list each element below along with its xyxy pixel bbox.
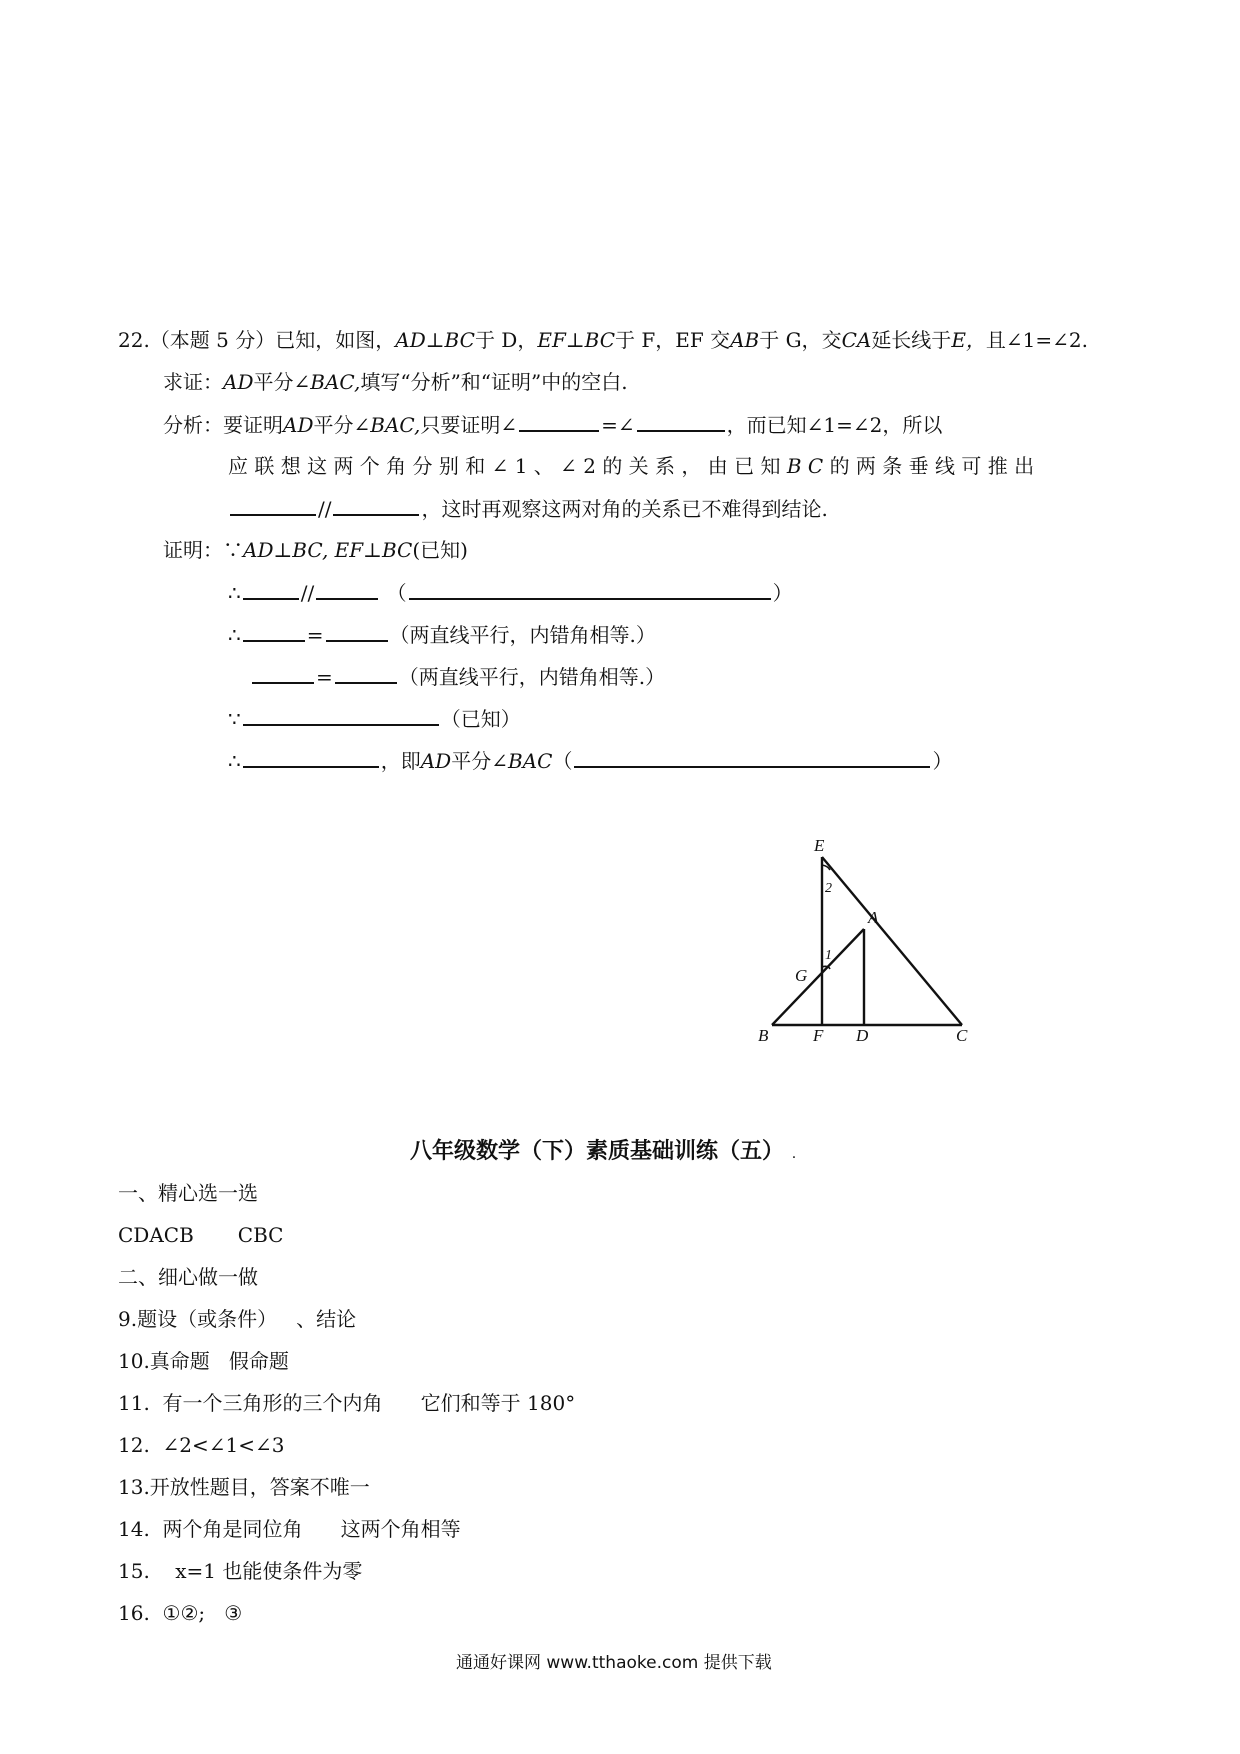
- label-a: A: [868, 908, 879, 927]
- proof-line-3: ∴ = （两直线平行，内错角相等.）: [228, 620, 656, 649]
- proof-line-4: = （两直线平行，内错角相等.）: [250, 662, 665, 691]
- blank-p4-b: [335, 662, 397, 684]
- label-d: D: [856, 1026, 869, 1045]
- blank-angle-a: [519, 410, 599, 432]
- blank-p2-reason: [409, 578, 771, 600]
- label-e: E: [814, 836, 825, 855]
- answer-item: 12. ∠2<∠1<∠3: [118, 1433, 285, 1457]
- answers-title: 八年级数学（下）素质基础训练（五） .: [410, 1138, 797, 1164]
- answer-item: 10.真命题 假命题: [118, 1349, 289, 1373]
- label-g: G: [795, 966, 808, 985]
- proof-line-1: 证明：∵AD⊥BC, EF⊥BC(已知): [163, 538, 468, 562]
- answer-item: 11. 有一个三角形的三个内角 它们和等于 180°: [118, 1391, 576, 1415]
- blank-p5: [243, 704, 439, 726]
- label-angle-1: 1: [825, 948, 832, 963]
- analysis-line-3: // ，这时再观察这两对角的关系已不难得到结论.: [228, 494, 828, 523]
- label-c: C: [956, 1026, 968, 1045]
- answer-item: 9.题设（或条件） 、结论: [118, 1307, 357, 1331]
- proof-line-5: ∵ （已知）: [228, 704, 521, 733]
- answer-item: 14. 两个角是同位角 这两个角相等: [118, 1517, 461, 1541]
- blank-p2-b: [316, 578, 378, 600]
- blank-p2-a: [243, 578, 299, 600]
- proof-line-2: ∴ // （ ）: [228, 578, 793, 607]
- blank-p6: [243, 746, 379, 768]
- blank-p3-b: [326, 620, 388, 642]
- label-angle-2: 2: [825, 881, 832, 896]
- answer-item: 15. x=1 也能使条件为零: [118, 1559, 363, 1583]
- proof-line-6: ∴ ，即AD平分∠BAC（ ）: [228, 746, 952, 775]
- label-f: F: [813, 1026, 824, 1045]
- triangle-figure: [740, 835, 980, 1045]
- answer-item: 13.开放性题目，答案不唯一: [118, 1475, 370, 1499]
- blank-p6-reason: [574, 746, 930, 768]
- prove-line: 求证：AD平分∠BAC,填写“分析”和“证明”中的空白.: [163, 370, 628, 394]
- section-2-heading: 二、细心做一做: [118, 1265, 258, 1289]
- section-1-heading: 一、精心选一选: [118, 1181, 258, 1205]
- segment-ba: [772, 929, 864, 1025]
- label-b: B: [758, 1026, 769, 1045]
- segment-ec: [822, 857, 962, 1025]
- section-1-answers: CDACB CBC: [118, 1223, 284, 1247]
- page-footer: 通通好课网 www.tthaoke.com 提供下载: [456, 1653, 772, 1673]
- analysis-line-2: 应 联 想 这 两 个 角 分 别 和 ∠ 1 、 ∠ 2 的 关 系 ， 由 已 知 B C 的 两 条 垂 线 可 推 出: [228, 454, 1035, 478]
- blank-p3-a: [243, 620, 305, 642]
- answer-item: 16. ①②; ③: [118, 1601, 243, 1625]
- blank-p4-a: [252, 662, 314, 684]
- analysis-line-1: 分析：要证明AD平分∠BAC,只要证明∠ =∠ ，而已知∠1=∠2，所以: [163, 410, 942, 439]
- problem-statement: 22.（本题 5 分）已知，如图，AD⊥BC于 D，EF⊥BC于 F，EF 交AB于 G，交CA延长线于E，且∠1=∠2.: [118, 328, 1089, 352]
- blank-angle-b: [637, 410, 725, 432]
- blank-line-b: [333, 494, 419, 516]
- blank-line-a: [230, 494, 316, 516]
